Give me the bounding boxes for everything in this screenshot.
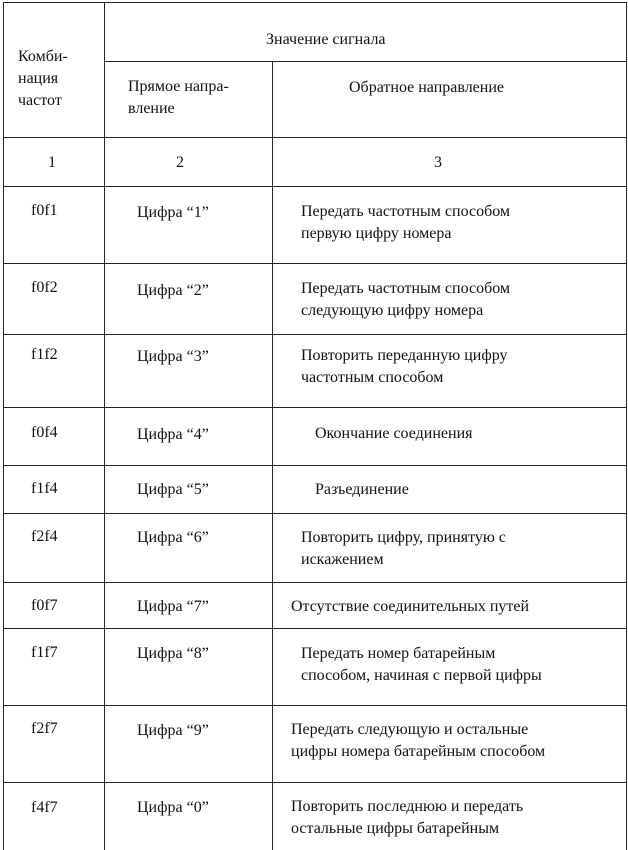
row-reverse: Передать номер батарейным способом, начиная с первой цифры [301,645,542,684]
table-border-top [3,2,626,3]
row-reverse: Повторить переданную цифру частотным способом [301,347,508,386]
table-rule-header-bottom [3,137,626,138]
row-forward: Цифра “0” [137,799,209,816]
row-combo: f2f7 [31,720,58,737]
row-reverse: Окончание соединения [315,425,473,442]
row-combo: f4f7 [31,799,58,816]
row-forward: Цифра “3” [137,348,209,365]
row-combo: f1f4 [31,480,58,497]
row-combo: f1f2 [31,346,58,363]
row-reverse: Повторить последнюю и передать остальные цифры батарейным [291,798,524,837]
table-col-divider-1 [104,2,105,850]
row-reverse: Повторить цифру, принятую с искажением [301,529,506,568]
table-rule-signal-value [105,61,626,62]
header-forward-direction: Прямое напра- вление [128,78,229,117]
header-signal-value: Значение сигнала [266,31,386,48]
row-combo: f0f1 [31,202,58,219]
row-forward: Цифра “4” [137,426,209,443]
row-combo: f2f4 [31,528,58,545]
table-border-right [626,2,627,850]
row-forward: Цифра “8” [137,645,209,662]
row-forward: Цифра “5” [137,481,209,498]
row-forward: Цифра “2” [137,282,209,299]
header-combination: Комби- нация частот [18,48,68,109]
row-combo: f1f7 [31,644,58,661]
table-rule-row-1 [3,263,626,264]
table-rule-row-3 [3,407,626,408]
row-forward: Цифра “1” [137,204,209,221]
header-reverse-direction: Обратное направление [349,79,505,96]
row-combo: f0f4 [31,424,58,441]
table-border-left [3,2,4,850]
row-reverse: Разъединение [315,481,409,498]
table-rule-row-7 [3,628,626,629]
table-rule-numbers-bottom [3,186,626,187]
row-combo: f0f2 [31,279,58,296]
table-col-divider-2 [272,62,273,850]
row-forward: Цифра “9” [137,722,209,739]
table-rule-row-8 [3,705,626,706]
table-rule-row-2 [3,334,626,335]
table-rule-row-4 [3,465,626,466]
table-rule-row-5 [3,513,626,514]
row-reverse: Отсутствие соединительных путей [291,598,530,615]
column-number-2: 2 [176,154,184,171]
row-combo: f0f7 [31,597,58,614]
table-rule-row-6 [3,582,626,583]
row-reverse: Передать следующую и остальные цифры номера батарейным способом [291,721,546,760]
row-forward: Цифра “7” [137,598,209,615]
row-forward: Цифра “6” [137,529,209,546]
row-reverse: Передать частотным способом следующую цифру номера [301,280,511,319]
table-rule-row-9 [3,782,626,783]
column-number-3: 3 [434,154,442,171]
row-reverse: Передать частотным способом первую цифру номера [301,203,511,242]
column-number-1: 1 [48,154,56,171]
